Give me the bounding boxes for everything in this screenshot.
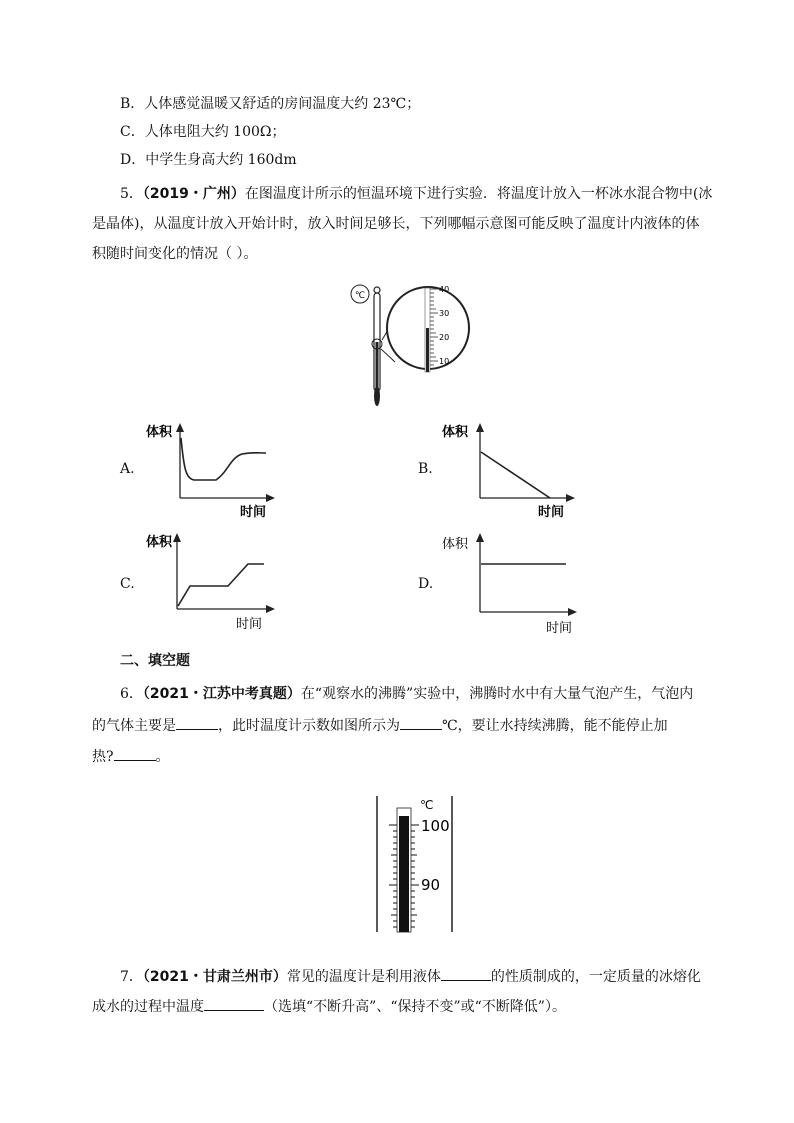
q6-text-b1: 的气体主要是: [92, 718, 176, 734]
graph-b-xlabel: 时间: [538, 505, 565, 520]
q6-text-a: 在“观察水的沸腾”实验中，沸腾时水中有大量气泡产生，气泡内: [300, 686, 694, 702]
graph-a: [140, 420, 280, 520]
q5-scale-20: 20: [439, 333, 450, 342]
q6-scale-100: 100: [421, 817, 450, 835]
q5-scale-30: 30: [439, 309, 450, 318]
graph-c: [140, 530, 280, 630]
q7-blank-1[interactable]: [441, 966, 491, 981]
q7-text-a1: 常见的温度计是利用液体: [286, 969, 441, 985]
graph-c-ylabel: 体积: [146, 535, 173, 550]
q5-scale-40: 40: [439, 285, 450, 294]
q6-number: 6．: [120, 686, 143, 702]
q6-thermometer-figure: [375, 794, 455, 934]
graph-d: [440, 530, 580, 640]
q6-scale-90: 90: [421, 876, 441, 894]
q5-line3: 积随时间变化的情况（ ）。: [92, 246, 258, 262]
choice-a-label: A.: [120, 461, 135, 477]
q5-number: 5．: [120, 186, 143, 202]
q6-text-b2: ，此时温度计示数如图所示为: [218, 718, 400, 734]
option-c: C．人体电阻大约 100Ω；: [120, 124, 286, 140]
graph-b: [440, 420, 580, 520]
q6-source: （2021・江苏中考真题）: [142, 686, 301, 702]
q7-text-a2: 的性质制成的，一定质量的冰熔化: [490, 969, 701, 985]
option-b: B．人体感觉温暖又舒适的房间温度大约 23℃；: [120, 96, 421, 112]
q7-text-b2: （选填“不断升高”、“保持不变”或“不断降低”）。: [264, 999, 566, 1015]
q5-scale-10: 10: [439, 357, 450, 366]
graph-b-ylabel: 体积: [442, 425, 469, 440]
q5-text-1: 在图温度计所示的恒温环境下进行实验．将温度计放入一杯冰水混合物中(冰: [244, 186, 713, 202]
choice-b-label: B.: [418, 461, 433, 477]
q6-thermo-unit: ℃: [420, 798, 434, 812]
graph-d-xlabel: 时间: [546, 621, 573, 636]
choice-c-label: C.: [120, 576, 135, 592]
q6-line3: [92, 746, 170, 767]
option-d: D．中学生身高大约 160dm: [120, 152, 297, 168]
q7-line1: [120, 966, 701, 987]
graph-a-xlabel: 时间: [240, 505, 267, 520]
q7-source: （2021・甘肃兰州市）: [142, 969, 287, 985]
q6-line2: [92, 715, 668, 736]
section-title: 二、填空题: [120, 653, 190, 669]
graph-c-xlabel: 时间: [236, 617, 263, 632]
q7-blank-2[interactable]: [204, 996, 264, 1011]
choice-d-label: D.: [418, 576, 434, 592]
graph-a-ylabel: 体积: [146, 425, 173, 440]
q6-blank-1[interactable]: [176, 715, 218, 730]
q7-line2: [92, 996, 566, 1017]
q6-text-c1: 热?: [92, 749, 114, 765]
q5-source: （2019・广州）: [142, 186, 245, 202]
q5-line1: [120, 184, 712, 204]
q6-blank-2[interactable]: [400, 715, 442, 730]
q6-text-b3: ℃，要让水持续沸腾，能不能停止加: [442, 718, 668, 734]
q6-blank-3[interactable]: [114, 746, 156, 761]
graph-d-ylabel: 体积: [442, 537, 469, 552]
q7-text-b1: 成水的过程中温度: [92, 999, 204, 1015]
q5-thermometer-figure: [340, 280, 470, 410]
q7-number: 7．: [120, 969, 143, 985]
q5-line2: 是晶体)，从温度计放入开始计时，放入时间足够长，下列哪幅示意图可能反映了温度计内液体的体: [92, 216, 700, 232]
q6-line1: [120, 684, 693, 704]
q6-text-c2: 。: [155, 749, 170, 765]
q5-thermo-unit: ℃: [354, 291, 366, 301]
